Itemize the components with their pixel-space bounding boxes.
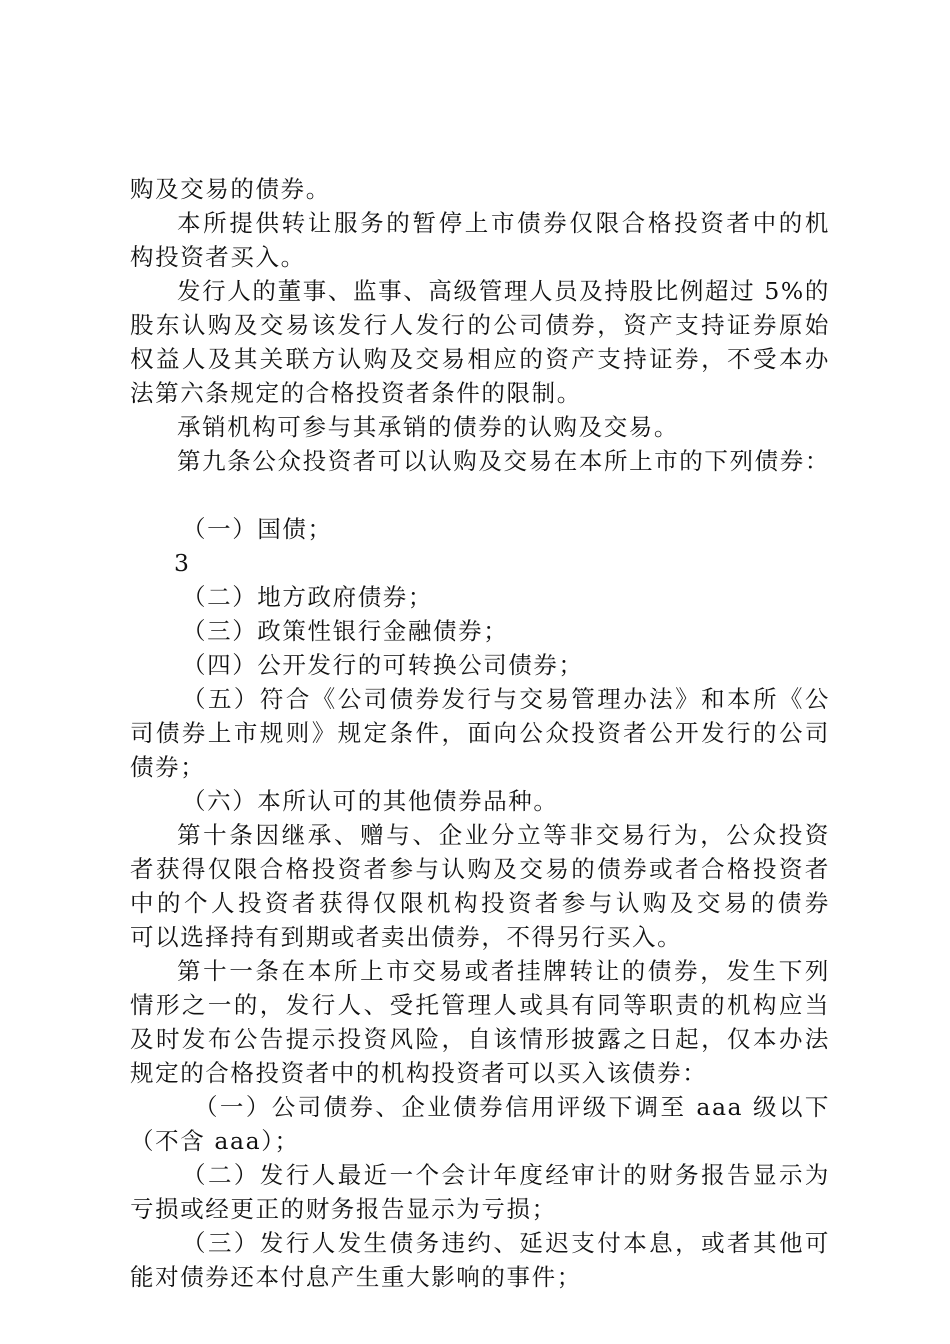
- text-line: 能对债券还本付息产生重大影响的事件；: [130, 1263, 582, 1291]
- text-line: 者获得仅限合格投资者参与认购及交易的债券或者合格投资者: [130, 855, 830, 883]
- text-line: 债券；: [130, 753, 206, 781]
- text-line: 发行人的董事、监事、高级管理人员及持股比例超过 5%的: [177, 277, 830, 305]
- text-line: 股东认购及交易该发行人发行的公司债券，资产支持证券原始: [130, 311, 830, 339]
- list-item: （一）国债；: [182, 515, 333, 543]
- text-line: 承销机构可参与其承销的债券的认购及交易。: [177, 413, 679, 441]
- document-body: [130, 172, 830, 1294]
- text-line: 第十条因继承、赠与、企业分立等非交易行为，公众投资: [177, 821, 830, 849]
- list-item: （四）公开发行的可转换公司债券；: [182, 651, 584, 679]
- text-line: （不含 aaa）；: [130, 1127, 300, 1155]
- list-item: （六）本所认可的其他债券品种。: [182, 787, 559, 815]
- list-item: （三）政策性银行金融债券；: [182, 617, 509, 645]
- text-line: 亏损或经更正的财务报告显示为亏损；: [130, 1195, 557, 1223]
- list-item: （五）符合《公司债券发行与交易管理办法》和本所《公: [182, 685, 830, 713]
- text-line: 规定的合格投资者中的机构投资者可以买入该债券：: [130, 1059, 708, 1087]
- text-line: 可以选择持有到期或者卖出债券，不得另行买入。: [130, 923, 683, 951]
- text-line: 第十一条在本所上市交易或者挂牌转让的债券，发生下列: [177, 957, 830, 985]
- text-line: 构投资者买入。: [130, 243, 306, 271]
- text-line: 权益人及其关联方认购及交易相应的资产支持证券，不受本办: [130, 345, 830, 373]
- text-line: 本所提供转让服务的暂停上市债券仅限合格投资者中的机: [177, 209, 830, 237]
- list-item: （一）公司债券、企业债券信用评级下调至 aaa 级以下: [194, 1093, 830, 1121]
- blank-line: [130, 478, 830, 512]
- list-item: （二）发行人最近一个会计年度经审计的财务报告显示为: [182, 1161, 830, 1189]
- text-line: 购及交易的债券。: [130, 175, 331, 203]
- page-number: 3: [174, 549, 191, 577]
- text-line: 中的个人投资者获得仅限机构投资者参与认购及交易的债券: [130, 889, 830, 917]
- text-line: 司债券上市规则》规定条件，面向公众投资者公开发行的公司: [130, 719, 830, 747]
- list-item: （三）发行人发生债务违约、延迟支付本息，或者其他可: [182, 1229, 830, 1257]
- text-line: 情形之一的，发行人、受托管理人或具有同等职责的机构应当: [130, 991, 830, 1019]
- text-line: 及时发布公告提示投资风险，自该情形披露之日起，仅本办法: [130, 1025, 830, 1053]
- text-line: 法第六条规定的合格投资者条件的限制。: [130, 379, 582, 407]
- text-line: 第九条公众投资者可以认购及交易在本所上市的下列债券：: [177, 447, 830, 475]
- list-item: （二）地方政府债券；: [182, 583, 433, 611]
